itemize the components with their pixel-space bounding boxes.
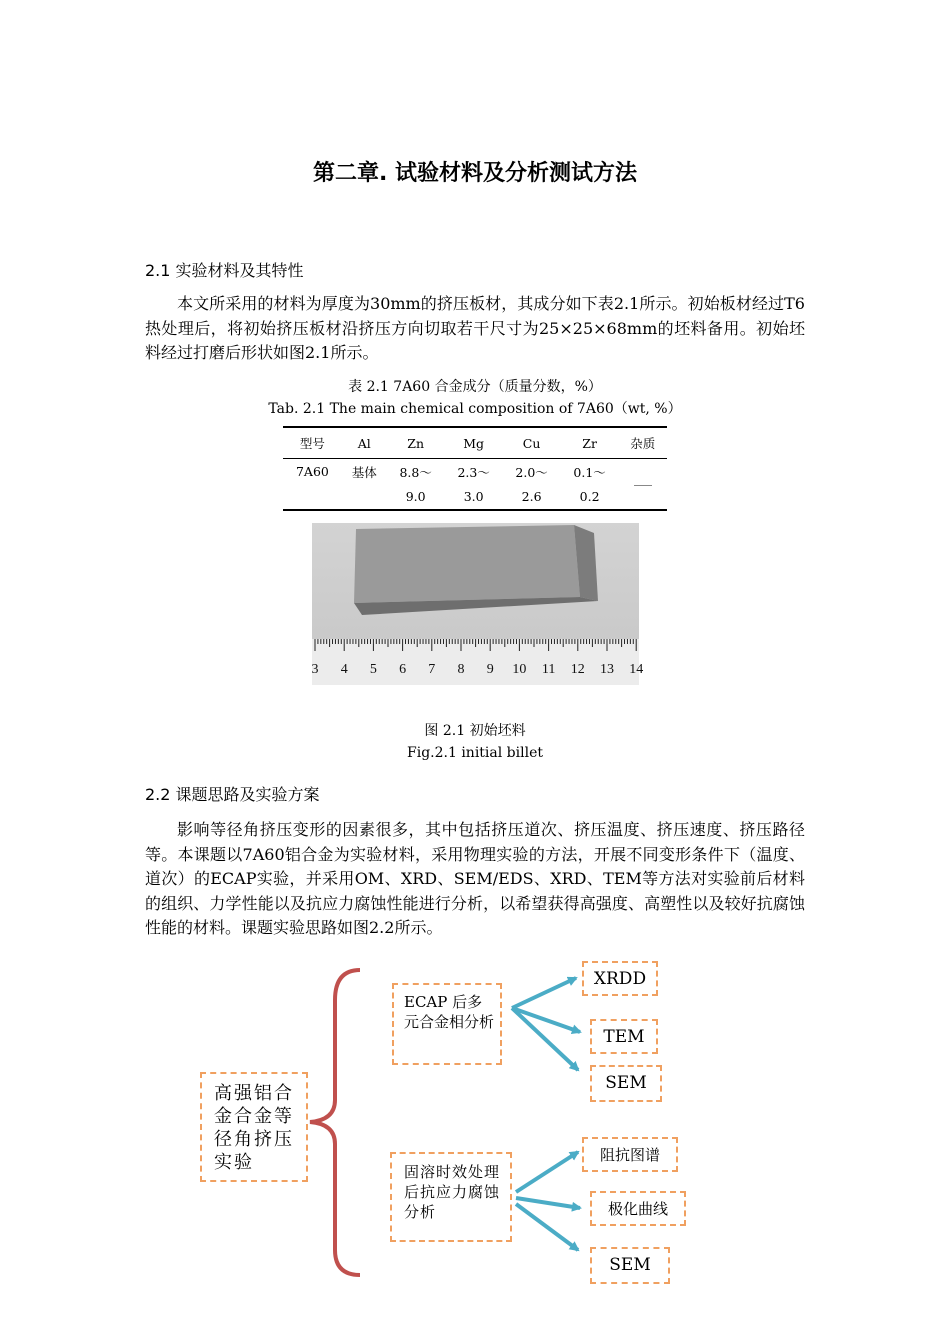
ruler-number: 6 <box>399 662 407 677</box>
header-zr: Zr <box>561 427 619 459</box>
leaf-tem: TEM <box>590 1019 658 1054</box>
figure-caption-en: Fig.2.1 initial billet <box>407 745 543 761</box>
leaf-sem-2: SEM <box>590 1247 670 1284</box>
chapter-title: 第二章. 试验材料及分析测试方法 <box>312 161 638 186</box>
ruler-number: 11 <box>541 662 556 677</box>
dash-mark <box>634 485 652 486</box>
root-box: 高强铝合金合金等径角挤压实验 <box>200 1072 308 1182</box>
section-2-2-paragraph: 影响等径角挤压变形的因素很多，其中包括挤压道次、挤压温度、挤压速度、挤压路径等。本课题以7A60铝合金为实验材料，采用物理实验的方法，开展不同变形条件下（温度、道次）的ECAP实验，并采用OM、XRD、SEM/EDS、XRD、TEM等方法对实验前后材料的组织、力学性能以及抗应力腐蚀性能进行分析，以希望获得高强度、高塑性以及较好抗腐蚀性能的材料。课题实验思路如图2.2所示。 <box>145 820 805 937</box>
ruler-number: 12 <box>570 662 585 677</box>
cell-impurity <box>619 459 667 511</box>
figure-caption-cn: 图 2.1 初始坯料 <box>424 723 526 739</box>
arrow-to-polarization <box>516 1198 580 1208</box>
billet-face <box>354 525 580 603</box>
billet-photo-drawing <box>311 523 644 685</box>
leaf-polarization: 极化曲线 <box>590 1191 686 1226</box>
cell-zn: 8.8～ <box>399 464 432 480</box>
cell-zr-2: 0.2 <box>579 489 600 504</box>
header-zn: Zn <box>387 427 445 459</box>
ruler-number: 13 <box>600 662 614 677</box>
billet-photo <box>311 523 644 685</box>
arrow-to-impedance <box>516 1152 578 1192</box>
red-brace <box>310 970 360 1275</box>
ruler-number: 5 <box>369 662 377 677</box>
cell-model: 7A60 <box>295 464 329 479</box>
ruler-number: 8 <box>457 662 465 677</box>
header-impurity: 杂质 <box>619 427 667 459</box>
arrow-to-xrdd <box>512 978 576 1008</box>
cell-zr: 0.1～ <box>573 464 606 480</box>
arrow-to-sem-1 <box>512 1008 578 1070</box>
leaf-impedance: 阻抗图谱 <box>582 1137 678 1172</box>
cell-zn-2: 9.0 <box>405 489 426 504</box>
table-header-row <box>283 427 667 459</box>
header-mg: Mg <box>445 427 503 459</box>
ruler-number: 9 <box>486 662 494 677</box>
header-model: 型号 <box>283 427 342 459</box>
table-row <box>283 459 667 485</box>
header-al: Al <box>342 427 387 459</box>
cell-mg: 2.3～ <box>457 464 490 480</box>
branch2-box: 固溶时效处理后抗应力腐蚀分析 <box>390 1152 512 1242</box>
header-cu: Cu <box>503 427 561 459</box>
composition-table <box>283 426 667 511</box>
table-row <box>283 484 667 510</box>
ruler-number: 7 <box>428 662 436 677</box>
ruler-number: 4 <box>340 662 348 677</box>
leaf-xrdd: XRDD <box>582 961 658 996</box>
section-heading-2-2: 2.2 课题思路及实验方案 <box>145 785 320 804</box>
cell-cu-2: 2.6 <box>521 489 542 504</box>
ruler-number: 10 <box>512 662 527 677</box>
table-caption-cn: 表 2.1 7A60 合金成分（质量分数，%） <box>348 379 602 395</box>
section-2-1-paragraph: 本文所采用的材料为厚度为30mm的挤压板材，其成分如下表2.1所示。初始板材经过T6热处理后，将初始挤压板材沿挤压方向切取若干尺寸为25×25×68mm的坯料备用。初始坯料经过打磨后形状如图2.1所示。 <box>145 294 805 362</box>
cell-cu: 2.0～ <box>515 464 548 480</box>
ruler-number: 3 <box>311 662 319 677</box>
arrow-to-sem-2 <box>516 1204 578 1250</box>
ruler-number: 14 <box>629 662 644 677</box>
branch1-box: ECAP 后多元合金相分析 <box>392 983 502 1065</box>
section-heading-2-1: 2.1 实验材料及其特性 <box>145 261 304 280</box>
cell-mg-2: 3.0 <box>463 489 484 504</box>
cell-al: 基体 <box>351 464 377 480</box>
table-caption-en: Tab. 2.1 The main chemical composition of 7A60（wt, %） <box>268 401 682 417</box>
leaf-sem-1: SEM <box>590 1065 662 1102</box>
